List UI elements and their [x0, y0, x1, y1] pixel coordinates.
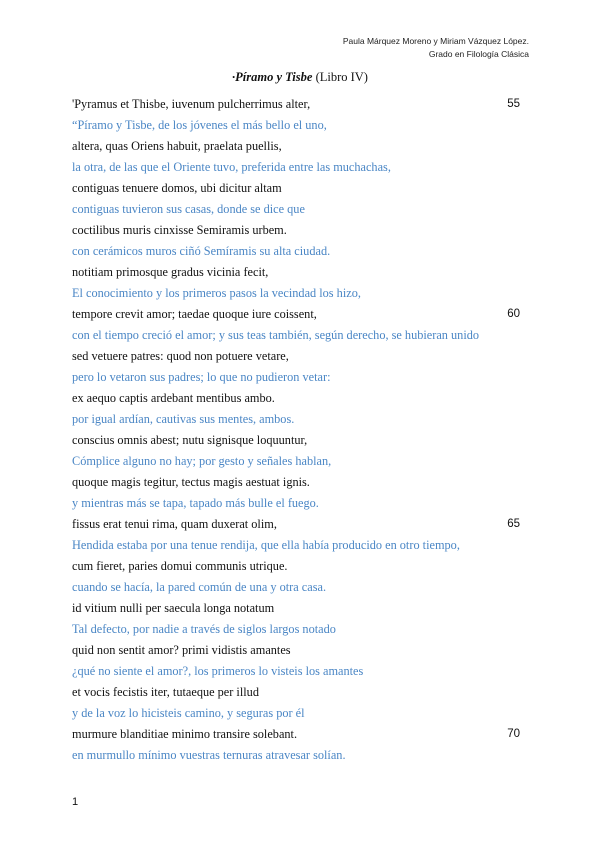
line-text: en murmullo mínimo vuestras ternuras atravesar solían.	[72, 748, 346, 762]
line-text: murmure blanditiae minimo transire solebant.	[72, 727, 298, 741]
spanish-translation-line	[72, 283, 528, 304]
line-text: contiguas tenuere domos, ubi dicitur altam	[72, 181, 282, 195]
latin-verse-line	[72, 388, 528, 409]
title-main: ·Píramo y Tisbe	[232, 70, 313, 84]
line-text: et vocis fecistis iter, tutaeque per illud	[72, 685, 259, 699]
line-text: altera, quas Oriens habuit, praelata puellis,	[72, 139, 282, 153]
latin-verse-line	[72, 724, 528, 745]
page-number: 1	[72, 796, 79, 808]
latin-verse-line	[72, 304, 528, 325]
line-text: fissus erat tenui rima, quam duxerat olim,	[72, 517, 277, 531]
line-text: la otra, de las que el Oriente tuvo, preferida entre las muchachas,	[72, 160, 391, 174]
spanish-translation-line	[72, 535, 528, 556]
verse-number: 60	[507, 308, 520, 320]
verse-number: 65	[507, 518, 520, 530]
latin-verse-line	[72, 556, 528, 577]
line-text: notitiam primosque gradus vicinia fecit,	[72, 265, 269, 279]
latin-verse-line	[72, 136, 528, 157]
spanish-translation-line	[72, 115, 528, 136]
title-sub: (Libro IV)	[312, 70, 368, 84]
latin-verse-line	[72, 682, 528, 703]
page-title	[0, 70, 600, 85]
line-text: ex aequo captis ardebant mentibus ambo.	[72, 391, 275, 405]
spanish-translation-line	[72, 619, 528, 640]
line-text: cum fieret, paries domui communis utrique.	[72, 559, 288, 573]
line-text: quoque magis tegitur, tectus magis aestuat ignis.	[72, 475, 310, 489]
line-text: conscius omnis abest; nutu signisque loquuntur,	[72, 433, 308, 447]
line-text: con el tiempo creció el amor; y sus teas también, según derecho, se hubieran unido	[72, 328, 480, 342]
line-text: con cerámicos muros ciñó Semíramis su alta ciudad.	[72, 244, 331, 258]
spanish-translation-line	[72, 409, 528, 430]
latin-verse-line	[72, 178, 528, 199]
line-text: cuando se hacía, la pared común de una y otra casa.	[72, 580, 327, 594]
line-text: y de la voz lo hicisteis camino, y seguras por él	[72, 706, 305, 720]
line-text: contiguas tuvieron sus casas, donde se dice que	[72, 202, 305, 216]
spanish-translation-line	[72, 577, 528, 598]
spanish-translation-line	[72, 325, 528, 346]
latin-verse-line	[72, 430, 528, 451]
page-header	[343, 35, 529, 61]
latin-verse-line	[72, 472, 528, 493]
latin-verse-line	[72, 262, 528, 283]
header-authors: Paula Márquez Moreno y Miriam Vázquez López.	[342, 36, 529, 46]
line-text: id vitium nulli per saecula longa notatum	[72, 601, 275, 615]
line-text: quid non sentit amor? primi vidistis amantes	[72, 643, 291, 657]
line-text: “Píramo y Tisbe, de los jóvenes el más bello el uno,	[72, 118, 327, 132]
latin-verse-line	[72, 94, 528, 115]
line-text: Hendida estaba por una tenue rendija, que ella había producido en otro tiempo,	[72, 538, 460, 552]
latin-verse-line	[72, 514, 528, 535]
line-text: 'Pyramus et Thisbe, iuvenum pulcherrimus alter,	[72, 97, 311, 111]
line-text: Tal defecto, por nadie a través de siglos largos notado	[72, 622, 336, 636]
line-text: pero lo vetaron sus padres; lo que no pudieron vetar:	[72, 370, 331, 384]
spanish-translation-line	[72, 367, 528, 388]
latin-verse-line	[72, 598, 528, 619]
line-text: y mientras más se tapa, tapado más bulle el fuego.	[72, 496, 319, 510]
spanish-translation-line	[72, 703, 528, 724]
spanish-translation-line	[72, 451, 528, 472]
spanish-translation-line	[72, 241, 528, 262]
line-text: por igual ardían, cautivas sus mentes, ambos.	[72, 412, 295, 426]
header-degree: Grado en Filología Clásica	[428, 49, 529, 59]
verse-number: 55	[507, 98, 520, 110]
latin-verse-line	[72, 220, 528, 241]
spanish-translation-line	[72, 157, 528, 178]
spanish-translation-line	[72, 199, 528, 220]
line-text: Cómplice alguno no hay; por gesto y señales hablan,	[72, 454, 332, 468]
line-text: sed vetuere patres: quod non potuere vetare,	[72, 349, 289, 363]
latin-verse-line	[72, 640, 528, 661]
line-text: tempore crevit amor; taedae quoque iure coissent,	[72, 307, 317, 321]
verse-number: 70	[507, 728, 520, 740]
spanish-translation-line	[72, 745, 528, 766]
line-text: El conocimiento y los primeros pasos la vecindad los hizo,	[72, 286, 361, 300]
verse-list	[72, 94, 528, 766]
latin-verse-line	[72, 346, 528, 367]
spanish-translation-line	[72, 661, 528, 682]
spanish-translation-line	[72, 493, 528, 514]
line-text: ¿qué no siente el amor?, los primeros lo visteis los amantes	[72, 664, 364, 678]
line-text: coctilibus muris cinxisse Semiramis urbem.	[72, 223, 287, 237]
